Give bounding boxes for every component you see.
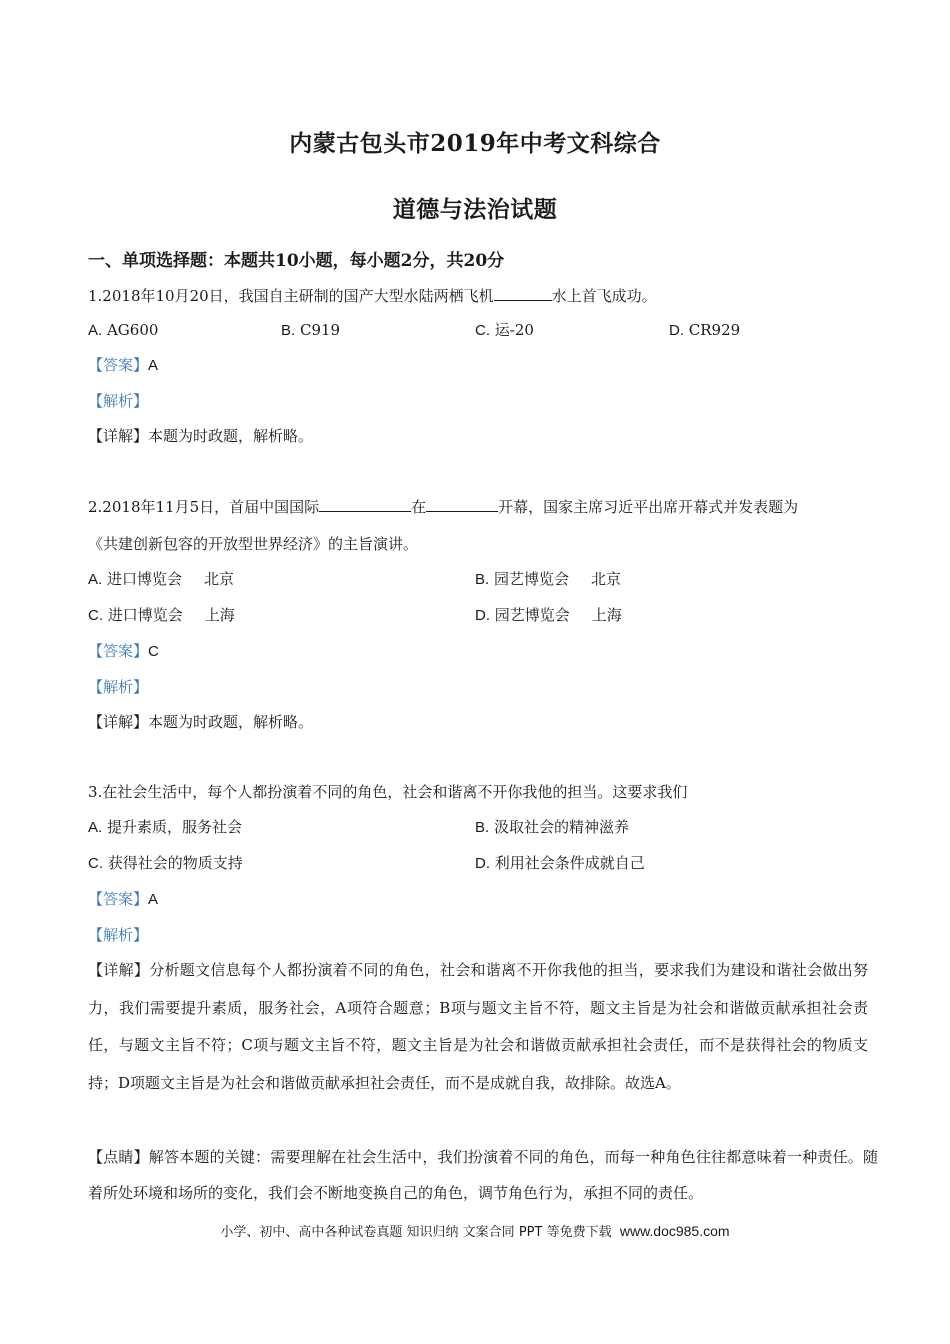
question-1-stem: 1.2018年10月20日，我国自主研制的国产大型水陆两栖飞机 水上首飞成功。 [88, 287, 657, 305]
answer-blank [426, 496, 498, 512]
answer-blank [494, 285, 552, 301]
page-footer [0, 1221, 950, 1240]
section-heading: 一、单项选择题：本题共10小题，每小题2分，共20分 [88, 251, 505, 271]
footer-url[interactable]: www.doc985.com [619, 1223, 730, 1239]
question-1-analysis-label: 【解析】 [88, 392, 149, 410]
question-3-detail: 【详解】分析题文信息每个人都扮演着不同的角色，社会和谐离不开你我他的担当，要求我们为建设和谐社会做出努力，我们需要提升素质，服务社会，A项符合题意；B项与题文主旨不符，题文主旨是为社会和谐做贡献承担社会责任，与题文主旨不符；C项与题文主旨不符，题文主旨是为社会和谐做贡献承担社会责任，而不是获得社会的物质支持；D项题文主旨是为社会和谐做贡献承担社会责任，而不是成就自我，故排除。故选A。 [88, 961, 868, 1092]
document-title: 内蒙古包头市2019年中考文科综合 [289, 130, 661, 157]
question-2-stem-line2: 《共建创新包容的开放型世界经济》的主旨演讲。 [88, 535, 419, 553]
question-3-answer: 【答案】A [88, 890, 159, 908]
question-2-option-c: C. 进口博览会 上海 [88, 606, 235, 624]
question-2-detail: 【详解】本题为时政题，解析略。 [88, 713, 314, 731]
question-1-option-d: D. CR929 [669, 321, 741, 339]
question-1-answer: 【答案】A [88, 356, 159, 374]
footer-text: 小学、初中、高中各种试卷真题 知识归纳 文案合同 PPT 等免费下载 [220, 1225, 612, 1240]
question-1-option-b: B. C919 [281, 321, 341, 339]
question-3-option-d: D. 利用社会条件成就自己 [475, 854, 645, 872]
question-1-detail: 【详解】本题为时政题，解析略。 [88, 427, 314, 445]
question-1-option-c: C. 运-20 [475, 321, 534, 339]
question-2-option-b: B. 园艺博览会 北京 [475, 570, 621, 588]
question-3-option-a: A. 提升素质，服务社会 [88, 818, 242, 836]
question-3-analysis-label: 【解析】 [88, 926, 149, 944]
question-2-option-a: A. 进口博览会 北京 [88, 570, 234, 588]
question-1-option-a: A. AG600 [88, 321, 159, 339]
document-subtitle: 道德与法治试题 [392, 196, 558, 223]
answer-blank [319, 496, 411, 512]
question-3-tip: 【点睛】解答本题的关键：需要理解在社会生活中，我们扮演着不同的角色，而每一种角色往往都意味着一种责任。随着所处环境和场所的变化，我们会不断地变换自己的角色，调节角色行为，承担不同的责任。 [88, 1148, 878, 1202]
question-3-option-b: B. 汲取社会的精神滋养 [475, 818, 629, 836]
question-3-stem: 3.在社会生活中，每个人都扮演着不同的角色，社会和谐离不开你我他的担当。这要求我们 [88, 783, 688, 801]
question-3-option-c: C. 获得社会的物质支持 [88, 854, 243, 872]
question-2-analysis-label: 【解析】 [88, 678, 149, 696]
question-2-answer: 【答案】C [88, 642, 159, 660]
question-2-option-d: D. 园艺博览会 上海 [475, 606, 622, 624]
question-2-stem: 2.2018年11月5日，首届中国国际 在 开幕，国家主席习近平出席开幕式并发表题为 [88, 498, 799, 516]
